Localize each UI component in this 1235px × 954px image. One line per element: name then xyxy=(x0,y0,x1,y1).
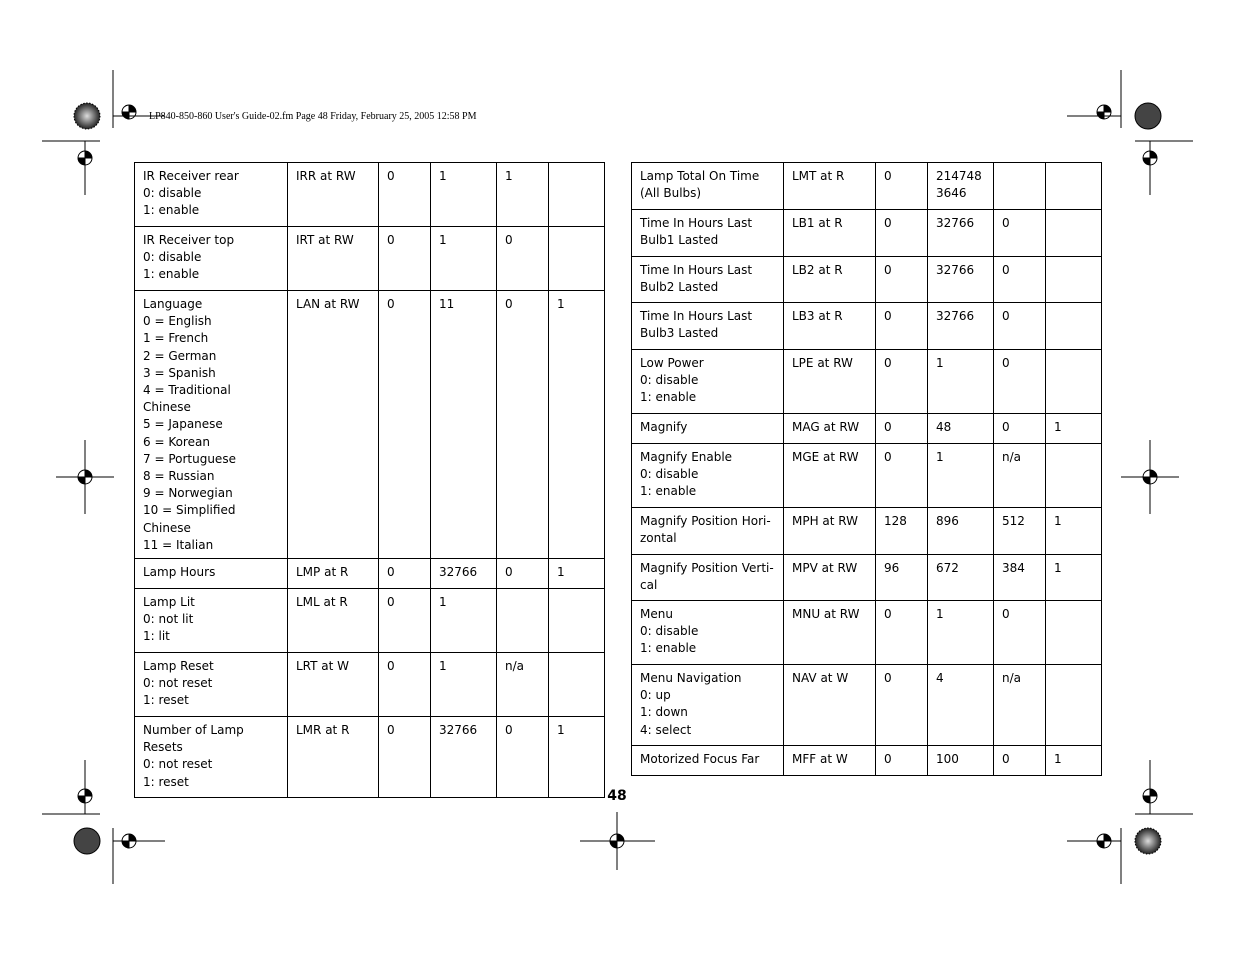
command-cell: MGE at RW xyxy=(784,444,876,508)
min-cell: 0 xyxy=(876,210,928,257)
max-cell: 896 xyxy=(928,508,994,555)
registration-mark xyxy=(78,151,92,165)
table-row xyxy=(632,350,1102,414)
description-cell: Lamp Total On Time (All Bulbs) xyxy=(632,163,784,210)
extra-cell xyxy=(1046,257,1102,303)
default-cell: 0 xyxy=(497,291,549,559)
table-row xyxy=(632,257,1102,303)
max-cell: 32766 xyxy=(928,257,994,303)
table-row xyxy=(135,589,605,653)
command-cell: LAN at RW xyxy=(288,291,379,559)
command-cell: MFF at W xyxy=(784,746,876,776)
page-number: 48 xyxy=(607,788,627,804)
extra-cell: 1 xyxy=(1046,508,1102,555)
min-cell: 0 xyxy=(379,559,431,589)
registration-mark xyxy=(122,105,136,119)
max-cell: 4 xyxy=(928,665,994,746)
default-cell: 0 xyxy=(994,414,1046,444)
command-cell: MNU at RW xyxy=(784,601,876,665)
description-cell: Language 0 = English 1 = French 2 = German 3 = Spanish 4 = Traditional Chinese 5 = Japanese 6 = Korean 7 = Portuguese 8 = Russian 9 = Norwegian 10 = Simplified Chinese 11 = Italian xyxy=(135,291,288,559)
description-cell: IR Receiver top 0: disable 1: enable xyxy=(135,227,288,291)
description-cell: Magnify Position Hori- zontal xyxy=(632,508,784,555)
table-row xyxy=(632,665,1102,746)
default-cell: 512 xyxy=(994,508,1046,555)
table-row xyxy=(135,559,605,589)
command-cell: IRR at RW xyxy=(288,163,379,227)
default-cell: 1 xyxy=(497,163,549,227)
description-cell: Magnify Position Verti- cal xyxy=(632,555,784,601)
table-row xyxy=(632,508,1102,555)
default-cell: 0 xyxy=(994,746,1046,776)
table-row xyxy=(632,303,1102,350)
default-cell: 0 xyxy=(994,601,1046,665)
min-cell: 128 xyxy=(876,508,928,555)
command-cell: LMP at R xyxy=(288,559,379,589)
star-target-bottom-right xyxy=(1135,828,1161,854)
description-cell: IR Receiver rear 0: disable 1: enable xyxy=(135,163,288,227)
table-row xyxy=(135,291,605,559)
registration-mark xyxy=(1097,834,1111,848)
description-cell: Low Power 0: disable 1: enable xyxy=(632,350,784,414)
table-row xyxy=(632,746,1102,776)
extra-cell xyxy=(1046,163,1102,210)
command-cell: LB1 at R xyxy=(784,210,876,257)
max-cell: 1 xyxy=(431,163,497,227)
default-cell xyxy=(994,163,1046,210)
default-cell: 0 xyxy=(497,227,549,291)
min-cell: 0 xyxy=(876,303,928,350)
left-command-table xyxy=(134,162,605,798)
min-cell: 0 xyxy=(876,257,928,303)
min-cell: 0 xyxy=(876,444,928,508)
description-cell: Magnify xyxy=(632,414,784,444)
default-cell: n/a xyxy=(994,665,1046,746)
min-cell: 0 xyxy=(876,746,928,776)
default-cell: 384 xyxy=(994,555,1046,601)
min-cell: 0 xyxy=(379,653,431,717)
command-cell: LB3 at R xyxy=(784,303,876,350)
default-cell: 0 xyxy=(994,257,1046,303)
star-target-top-right xyxy=(1135,103,1161,129)
extra-cell xyxy=(1046,665,1102,746)
command-cell: LML at R xyxy=(288,589,379,653)
right-command-table xyxy=(631,162,1102,776)
registration-mark xyxy=(610,834,624,848)
extra-cell: 1 xyxy=(1046,746,1102,776)
min-cell: 96 xyxy=(876,555,928,601)
default-cell: n/a xyxy=(994,444,1046,508)
extra-cell: 1 xyxy=(549,559,605,589)
description-cell: Time In Hours Last Bulb2 Lasted xyxy=(632,257,784,303)
description-cell: Menu Navigation 0: up 1: down 4: select xyxy=(632,665,784,746)
default-cell: 0 xyxy=(994,303,1046,350)
extra-cell xyxy=(1046,601,1102,665)
registration-mark xyxy=(1143,789,1157,803)
star-target-bottom-left xyxy=(74,828,100,854)
registration-mark xyxy=(1097,105,1111,119)
command-cell: MPV at RW xyxy=(784,555,876,601)
default-cell: 0 xyxy=(994,350,1046,414)
max-cell: 1 xyxy=(928,444,994,508)
extra-cell xyxy=(549,589,605,653)
registration-mark xyxy=(1143,151,1157,165)
registration-mark xyxy=(78,470,92,484)
registration-mark xyxy=(122,834,136,848)
command-cell: LMR at R xyxy=(288,717,379,798)
extra-cell xyxy=(549,653,605,717)
command-cell: IRT at RW xyxy=(288,227,379,291)
extra-cell: 1 xyxy=(1046,414,1102,444)
max-cell: 32766 xyxy=(928,303,994,350)
min-cell: 0 xyxy=(876,665,928,746)
command-cell: NAV at W xyxy=(784,665,876,746)
extra-cell xyxy=(1046,303,1102,350)
table-row xyxy=(135,717,605,798)
default-cell: 0 xyxy=(497,559,549,589)
registration-mark xyxy=(78,789,92,803)
extra-cell xyxy=(549,227,605,291)
star-target-top-left xyxy=(74,103,100,129)
max-cell: 100 xyxy=(928,746,994,776)
table-row xyxy=(632,555,1102,601)
extra-cell xyxy=(549,163,605,227)
table-row xyxy=(632,414,1102,444)
registration-mark xyxy=(1143,470,1157,484)
min-cell: 0 xyxy=(379,589,431,653)
command-cell: MAG at RW xyxy=(784,414,876,444)
min-cell: 0 xyxy=(876,601,928,665)
command-cell: LB2 at R xyxy=(784,257,876,303)
description-cell: Menu 0: disable 1: enable xyxy=(632,601,784,665)
description-cell: Time In Hours Last Bulb3 Lasted xyxy=(632,303,784,350)
max-cell: 1 xyxy=(431,653,497,717)
default-cell: 0 xyxy=(994,210,1046,257)
description-cell: Magnify Enable 0: disable 1: enable xyxy=(632,444,784,508)
default-cell: 0 xyxy=(497,717,549,798)
command-cell: LRT at W xyxy=(288,653,379,717)
file-header: LP840-850-860 User's Guide-02.fm Page 48 Friday, February 25, 2005 12:58 PM xyxy=(149,111,477,122)
description-cell: Lamp Lit 0: not lit 1: lit xyxy=(135,589,288,653)
extra-cell: 1 xyxy=(1046,555,1102,601)
min-cell: 0 xyxy=(379,163,431,227)
min-cell: 0 xyxy=(876,163,928,210)
description-cell: Lamp Hours xyxy=(135,559,288,589)
min-cell: 0 xyxy=(876,414,928,444)
table-row xyxy=(135,163,605,227)
max-cell: 11 xyxy=(431,291,497,559)
min-cell: 0 xyxy=(379,291,431,559)
command-cell: LMT at R xyxy=(784,163,876,210)
extra-cell xyxy=(1046,350,1102,414)
command-cell: MPH at RW xyxy=(784,508,876,555)
extra-cell xyxy=(1046,210,1102,257)
default-cell: n/a xyxy=(497,653,549,717)
max-cell: 1 xyxy=(431,589,497,653)
max-cell: 1 xyxy=(431,227,497,291)
command-cell: LPE at RW xyxy=(784,350,876,414)
table-row xyxy=(135,653,605,717)
table-row xyxy=(632,163,1102,210)
max-cell: 32766 xyxy=(431,717,497,798)
max-cell: 32766 xyxy=(431,559,497,589)
default-cell xyxy=(497,589,549,653)
table-row xyxy=(632,444,1102,508)
description-cell: Lamp Reset 0: not reset 1: reset xyxy=(135,653,288,717)
max-cell: 1 xyxy=(928,601,994,665)
max-cell: 1 xyxy=(928,350,994,414)
description-cell: Number of Lamp Resets 0: not reset 1: reset xyxy=(135,717,288,798)
max-cell: 672 xyxy=(928,555,994,601)
max-cell: 214748 3646 xyxy=(928,163,994,210)
extra-cell: 1 xyxy=(549,291,605,559)
min-cell: 0 xyxy=(379,717,431,798)
description-cell: Motorized Focus Far xyxy=(632,746,784,776)
table-row xyxy=(632,210,1102,257)
table-row xyxy=(135,227,605,291)
description-cell: Time In Hours Last Bulb1 Lasted xyxy=(632,210,784,257)
table-row xyxy=(632,601,1102,665)
extra-cell xyxy=(1046,444,1102,508)
max-cell: 32766 xyxy=(928,210,994,257)
min-cell: 0 xyxy=(379,227,431,291)
max-cell: 48 xyxy=(928,414,994,444)
extra-cell: 1 xyxy=(549,717,605,798)
min-cell: 0 xyxy=(876,350,928,414)
